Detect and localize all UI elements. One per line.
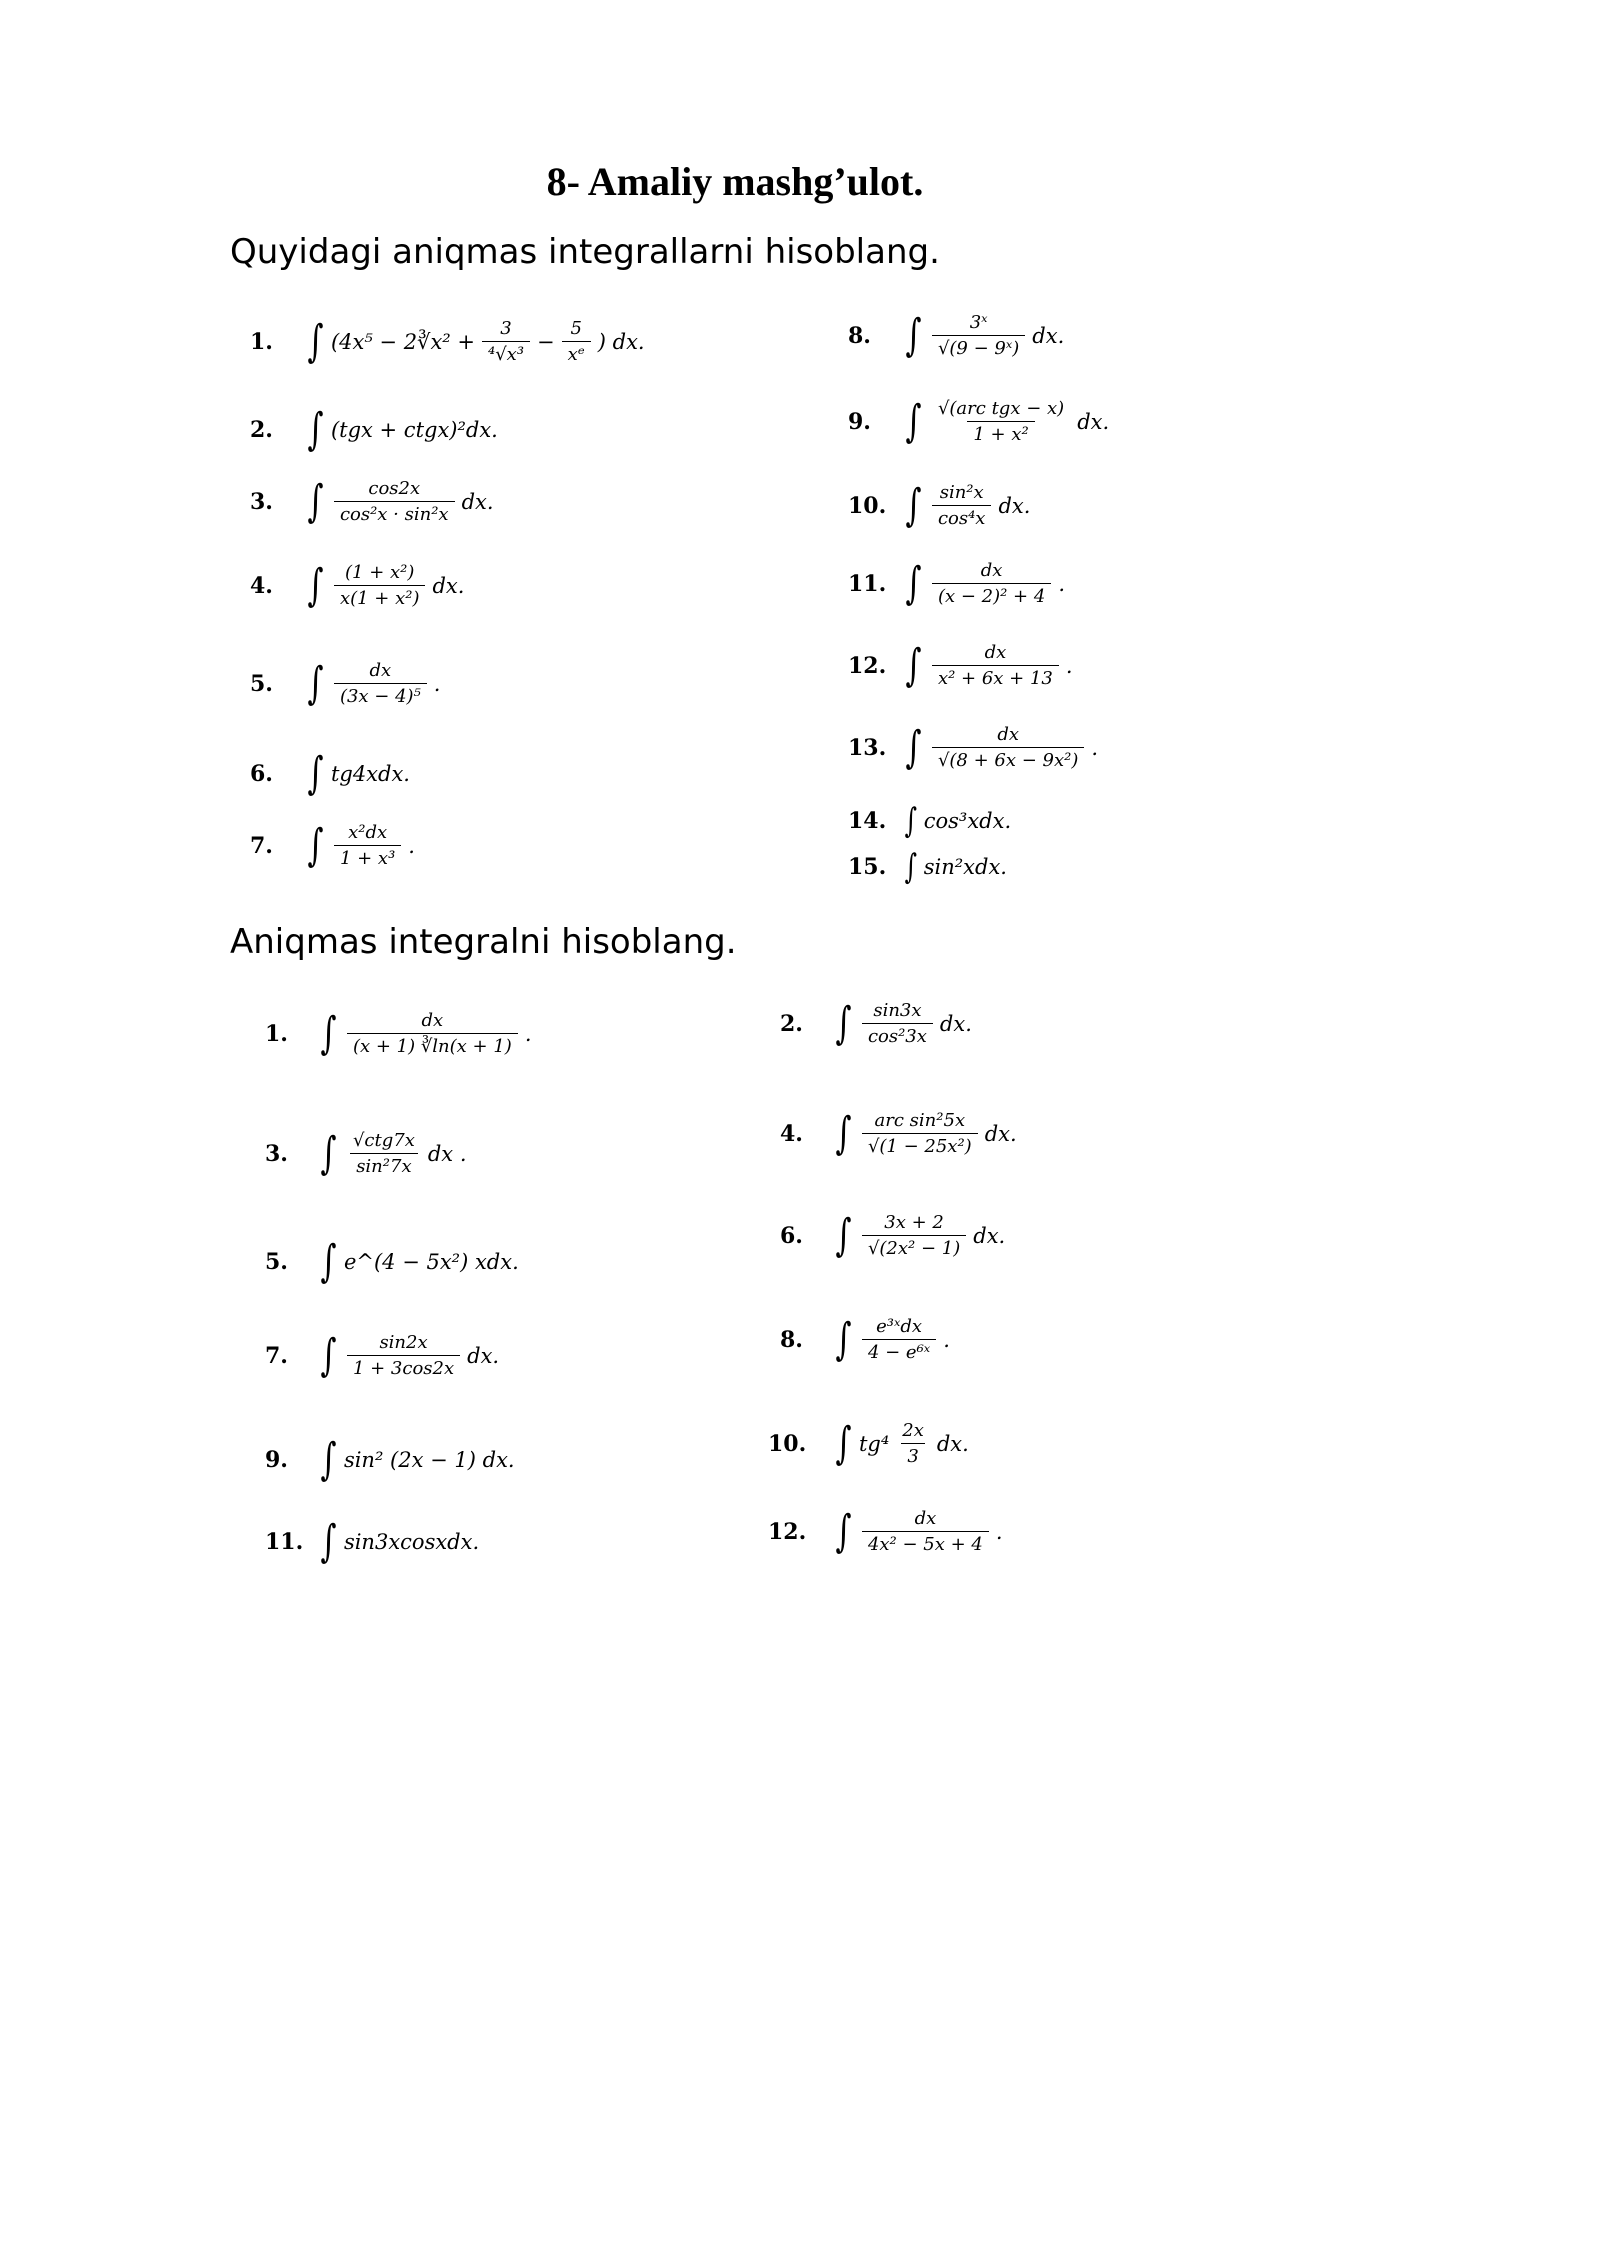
integrand: tg4xdx. [330, 762, 410, 786]
problem-1-3 [250, 475, 494, 527]
problem-number: 7. [250, 832, 273, 859]
denominator: x² + 6x + 13 [932, 665, 1059, 689]
expr-tail: dx. [973, 1223, 1006, 1248]
fraction [932, 482, 992, 529]
problem-2-4 [780, 1107, 1017, 1159]
expr-tail: dx. [939, 1011, 972, 1036]
integral-sign: ∫ [320, 1434, 337, 1485]
integrand [929, 398, 1109, 445]
problem-number: 12. [768, 1518, 807, 1545]
fraction [932, 642, 1059, 689]
fraction [862, 1508, 989, 1555]
fraction [862, 1110, 978, 1157]
integral-sign: ∫ [835, 1313, 852, 1365]
integrand: sin²xdx. [923, 855, 1007, 879]
page-title: 8- Amaliy mashg’ulot. [546, 159, 924, 204]
problem-number: 6. [780, 1222, 803, 1249]
expr-tail: . [1091, 735, 1099, 760]
integrand: sin3xcosxdx. [343, 1530, 480, 1554]
denominator: cos²x · sin²x [334, 501, 455, 525]
integral-sign: ∫ [905, 309, 922, 361]
problem-2-2 [780, 997, 972, 1049]
problem-1-1 [250, 315, 645, 367]
problem-1-7 [250, 819, 415, 871]
denominator: √(9 − 9ˣ) [932, 335, 1025, 359]
integrand: sin² (2x − 1) dx. [343, 1448, 515, 1472]
denominator: (x − 2)² + 4 [932, 583, 1051, 607]
problem-number: 9. [848, 408, 871, 435]
denominator: 3 [901, 1443, 924, 1467]
problem-2-10 [768, 1417, 969, 1469]
problem-number: 8. [780, 1326, 803, 1353]
integrand [331, 318, 645, 365]
integrand [344, 1332, 499, 1379]
problem-number: 14. [848, 808, 887, 834]
integrand [929, 642, 1073, 689]
numerator: (1 + x²) [345, 562, 415, 583]
problem-1-5 [250, 657, 441, 709]
denominator: √(8 + 6x − 9x²) [932, 747, 1084, 771]
fraction [562, 318, 591, 365]
expr-tail: dx. [432, 573, 465, 598]
problem-number: 11. [265, 1529, 304, 1555]
fraction [347, 1130, 421, 1177]
problem-number: 8. [848, 322, 871, 349]
integral-sign: ∫ [307, 559, 324, 611]
integral-sign: ∫ [320, 1007, 337, 1059]
integral-sign: ∫ [835, 1107, 852, 1159]
problem-number: 2. [250, 417, 273, 443]
integral-sign: ∫ [307, 475, 324, 527]
problem-number: 4. [250, 572, 273, 599]
problem-number: 10. [848, 492, 887, 519]
denominator: (x + 1) ∛ln(x + 1) [347, 1033, 518, 1057]
numerator: dx [997, 724, 1019, 745]
problem-2-1 [265, 1007, 532, 1059]
expr-tail: . [1065, 653, 1073, 678]
problem-number: 7. [265, 1342, 288, 1369]
problem-1-13 [848, 721, 1099, 773]
denominator: sin²7x [350, 1153, 417, 1177]
numerator: 3x + 2 [884, 1212, 944, 1233]
denominator: √(2x² − 1) [862, 1235, 966, 1259]
problem-number: 3. [265, 1140, 288, 1167]
fraction [334, 478, 455, 525]
problem-number: 10. [768, 1430, 807, 1457]
integrand [859, 1508, 1003, 1555]
problem-number: 13. [848, 734, 887, 761]
fraction [482, 318, 530, 365]
numerator: sin²x [939, 482, 984, 503]
problem-1-11 [848, 557, 1065, 609]
problem-2-3 [265, 1127, 467, 1179]
expr-tail: . [1058, 571, 1065, 596]
expr-tail: dx. [1032, 323, 1065, 348]
integrand [331, 660, 441, 707]
integral-sign: ∫ [905, 395, 922, 447]
integrand [859, 1000, 972, 1047]
problem-1-8 [848, 309, 1065, 361]
fraction [932, 560, 1051, 607]
integrand [859, 1110, 1017, 1157]
integrand: (tgx + ctgx)²dx. [330, 418, 498, 442]
problem-2-9 [265, 1434, 515, 1485]
expr-part: (4x⁵ − 2∛x² + [330, 329, 475, 354]
problem-2-7 [265, 1329, 500, 1381]
integrand [929, 482, 1031, 529]
expr-tail: . [408, 833, 415, 858]
integrand [929, 560, 1065, 607]
integrand [344, 1010, 532, 1057]
fraction [862, 1000, 933, 1047]
problem-1-2 [250, 404, 498, 455]
fraction [932, 724, 1084, 771]
expr-tail: dx. [467, 1343, 500, 1368]
fraction [896, 1420, 930, 1467]
problem-1-12 [848, 639, 1073, 691]
numerator: dx [980, 560, 1003, 581]
integral-sign: ∫ [905, 479, 922, 531]
integrand [859, 1316, 950, 1363]
denominator: 1 + x³ [334, 845, 401, 869]
integrand [331, 478, 494, 525]
denominator: cos²3x [862, 1023, 933, 1047]
denominator: xᵉ [562, 341, 591, 365]
expr-tail: dx. [461, 489, 494, 514]
expr-tail: . [995, 1519, 1003, 1544]
expr-tail: dx. [998, 493, 1031, 518]
problem-number: 9. [265, 1447, 288, 1473]
integral-sign: ∫ [320, 1127, 337, 1179]
problem-1-4 [250, 559, 465, 611]
problem-1-6 [250, 748, 410, 799]
fraction [334, 660, 427, 707]
expr-tail: dx. [984, 1121, 1017, 1146]
problem-2-6 [780, 1209, 1006, 1261]
integral-sign: ∫ [307, 748, 324, 799]
section2-heading: Aniqmas integralni hisoblang. [230, 922, 737, 962]
problem-1-15 [848, 847, 1007, 887]
numerator: x²dx [348, 822, 388, 843]
integral-sign: ∫ [904, 801, 918, 841]
numerator: dx [369, 660, 392, 681]
expr-tail: . [433, 671, 441, 696]
denominator: √(1 − 25x²) [862, 1133, 978, 1157]
numerator: arc sin²5x [874, 1110, 966, 1131]
integral-sign: ∫ [307, 657, 324, 709]
integral-sign: ∫ [905, 557, 922, 609]
fraction [347, 1332, 460, 1379]
numerator: dx [421, 1010, 444, 1031]
integrand [929, 312, 1064, 359]
fraction [932, 398, 1070, 445]
numerator: √ctg7x [352, 1130, 415, 1151]
expr-tail: ) dx. [597, 329, 645, 354]
integrand: cos³xdx. [923, 809, 1012, 833]
expr-tail: . [524, 1021, 532, 1046]
integral-sign: ∫ [320, 1516, 337, 1567]
problem-1-9 [848, 395, 1110, 447]
denominator: 4x² − 5x + 4 [862, 1531, 989, 1555]
integrand [859, 1420, 969, 1467]
integral-sign: ∫ [904, 847, 918, 887]
numerator: dx [914, 1508, 937, 1529]
expr-part: − [537, 329, 555, 354]
integral-sign: ∫ [905, 639, 922, 691]
fraction [862, 1316, 936, 1363]
problem-number: 1. [265, 1020, 288, 1047]
fraction [334, 562, 426, 609]
denominator: ⁴√x³ [482, 341, 530, 365]
integrand [929, 724, 1098, 771]
numerator: cos2x [368, 478, 421, 499]
expr-tail: dx. [1077, 409, 1110, 434]
problem-2-12 [768, 1505, 1003, 1557]
numerator: √(arc tgx − x) [937, 398, 1065, 419]
integral-sign: ∫ [320, 1329, 337, 1381]
problem-number: 6. [250, 761, 273, 787]
problem-2-5 [265, 1236, 519, 1287]
integral-sign: ∫ [307, 315, 324, 367]
expr-tail: dx. [936, 1431, 969, 1456]
problem-number: 11. [848, 570, 887, 597]
integrand [331, 562, 465, 609]
denominator: (3x − 4)⁵ [334, 683, 427, 707]
expr-part: tg⁴ [858, 1431, 890, 1456]
numerator: 3ˣ [969, 312, 988, 333]
denominator: x(1 + x²) [334, 585, 426, 609]
integrand [344, 1130, 467, 1177]
denominator: 4 − e⁶ˣ [862, 1339, 936, 1363]
integral-sign: ∫ [835, 1417, 852, 1469]
problem-number: 1. [250, 328, 273, 355]
integral-sign: ∫ [320, 1236, 337, 1287]
denominator: 1 + x² [967, 421, 1034, 445]
expr-tail: . [943, 1327, 950, 1352]
fraction [347, 1010, 518, 1057]
integral-sign: ∫ [905, 721, 922, 773]
denominator: cos⁴x [932, 505, 992, 529]
problem-number: 15. [848, 854, 887, 880]
integral-sign: ∫ [307, 819, 324, 871]
integral-sign: ∫ [835, 1209, 852, 1261]
integrand [859, 1212, 1005, 1259]
problem-number: 2. [780, 1010, 803, 1037]
integrand [331, 822, 415, 869]
problem-2-8 [780, 1313, 950, 1365]
integrand: e^(4 − 5x²) xdx. [343, 1250, 519, 1274]
problem-1-10 [848, 479, 1031, 531]
section1-heading: Quyidagi aniqmas integrallarni hisoblang. [230, 232, 940, 272]
numerator: 5 [570, 318, 582, 339]
numerator: 3 [500, 318, 512, 339]
fraction [334, 822, 401, 869]
numerator: e³ˣdx [876, 1316, 923, 1337]
integral-sign: ∫ [835, 1505, 852, 1557]
fraction [932, 312, 1025, 359]
problem-number: 12. [848, 652, 887, 679]
problem-number: 3. [250, 488, 273, 515]
numerator: sin2x [379, 1332, 428, 1353]
denominator: 1 + 3cos2x [347, 1355, 460, 1379]
numerator: 2x [902, 1420, 924, 1441]
integral-sign: ∫ [307, 404, 324, 455]
numerator: dx [984, 642, 1007, 663]
problem-number: 5. [265, 1249, 288, 1275]
problem-2-11 [265, 1516, 480, 1567]
fraction [862, 1212, 966, 1259]
integral-sign: ∫ [835, 997, 852, 1049]
problem-1-14 [848, 801, 1012, 841]
problem-number: 5. [250, 670, 273, 697]
numerator: sin3x [873, 1000, 922, 1021]
problem-number: 4. [780, 1120, 803, 1147]
expr-tail: dx . [427, 1141, 467, 1166]
